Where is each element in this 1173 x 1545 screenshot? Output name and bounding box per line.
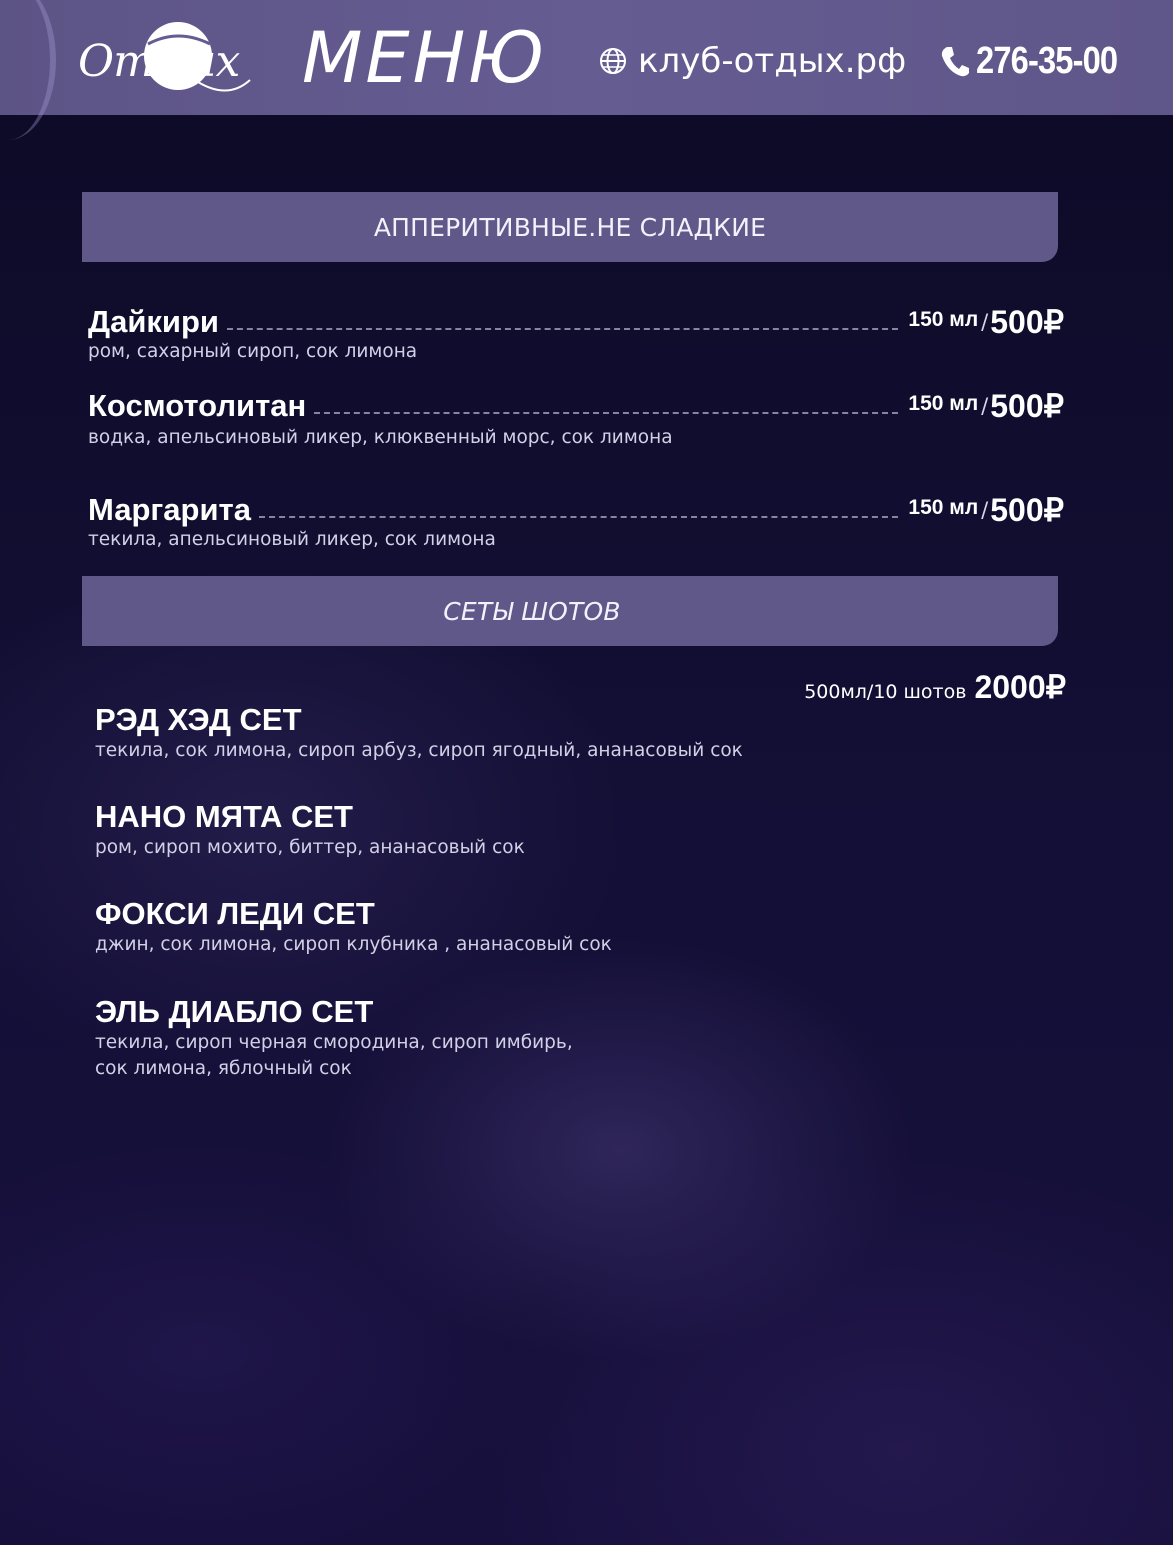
item-name: Маргарита (88, 492, 251, 527)
menu-item-daiquiri[interactable] (88, 304, 1064, 364)
dotted-leader (314, 412, 898, 414)
phone-link[interactable] (940, 36, 1140, 86)
shot-set-red-head[interactable] (95, 702, 895, 764)
set-name: ЭЛЬ ДИАБЛО СЕТ (95, 994, 374, 1029)
item-description: водка, апельсиновый ликер, клюквенный морс, сок лимона (88, 427, 673, 448)
separator: / (981, 394, 989, 418)
item-description: текила, апельсиновый ликер, сок лимона (88, 529, 496, 550)
set-description (95, 738, 895, 764)
menu-item-cosmopolitan[interactable] (88, 388, 1064, 450)
sets-price-value: 2000₽ (974, 669, 1066, 705)
set-description-line: сок лимона, яблочный сок (95, 1058, 352, 1079)
dotted-leader (259, 516, 898, 518)
item-description: ром, сахарный сироп, сок лимона (88, 341, 418, 362)
item-name: Космотолитан (88, 388, 307, 423)
shot-set-foxy-lady[interactable] (95, 896, 895, 958)
set-name: НАНО МЯТА СЕТ (95, 799, 353, 834)
set-description (95, 932, 895, 958)
globe-icon (598, 46, 628, 76)
menu-item-margarita[interactable] (88, 492, 1064, 552)
item-volume: 150 мл (908, 308, 979, 331)
item-price: 500₽ (990, 304, 1064, 340)
sets-price (804, 668, 1066, 706)
site-url: клуб-отдых.рф (638, 41, 907, 81)
section-banner-shot-sets (82, 576, 1058, 646)
site-link[interactable] (598, 36, 906, 86)
separator: / (981, 498, 989, 522)
shot-set-el-diablo[interactable] (95, 994, 895, 1082)
sets-volume: 500мл/10 шотов (804, 681, 967, 703)
set-description-line: текила, сироп черная смородина, сироп имбирь, (95, 1032, 573, 1053)
item-volume: 150 мл (908, 392, 979, 415)
dotted-leader (227, 328, 898, 330)
section-title: СЕТЫ ШОТОВ (443, 596, 621, 626)
set-description-line: текила, сок лимона, сироп арбуз, сироп ягодный, ананасовый сок (95, 740, 743, 761)
separator: / (981, 310, 989, 334)
set-description (95, 835, 895, 861)
set-description (95, 1030, 895, 1082)
shot-set-nano-mint[interactable] (95, 799, 895, 861)
set-description-line: джин, сок лимона, сироп клубника , ананасовый сок (95, 934, 612, 955)
phone-icon (940, 45, 970, 77)
set-name: ФОКСИ ЛЕДИ СЕТ (95, 896, 375, 931)
set-name: РЭД ХЭД СЕТ (95, 702, 302, 737)
header-decoration (0, 0, 56, 140)
item-price: 500₽ (990, 492, 1064, 528)
item-volume: 150 мл (908, 496, 979, 519)
phone-number: 276-35-00 (976, 39, 1118, 82)
header (0, 0, 1173, 115)
logo-text: Отдых (78, 36, 240, 87)
section-title: АППЕРИТИВНЫЕ.НЕ СЛАДКИЕ (373, 212, 767, 242)
item-name: Дайкири (88, 304, 219, 339)
section-banner-aperitif (82, 192, 1058, 262)
page-title: МЕНЮ (302, 17, 547, 99)
logo[interactable] (78, 22, 254, 98)
set-description-line: ром, сироп мохито, биттер, ананасовый сок (95, 837, 525, 858)
item-price: 500₽ (990, 388, 1064, 424)
